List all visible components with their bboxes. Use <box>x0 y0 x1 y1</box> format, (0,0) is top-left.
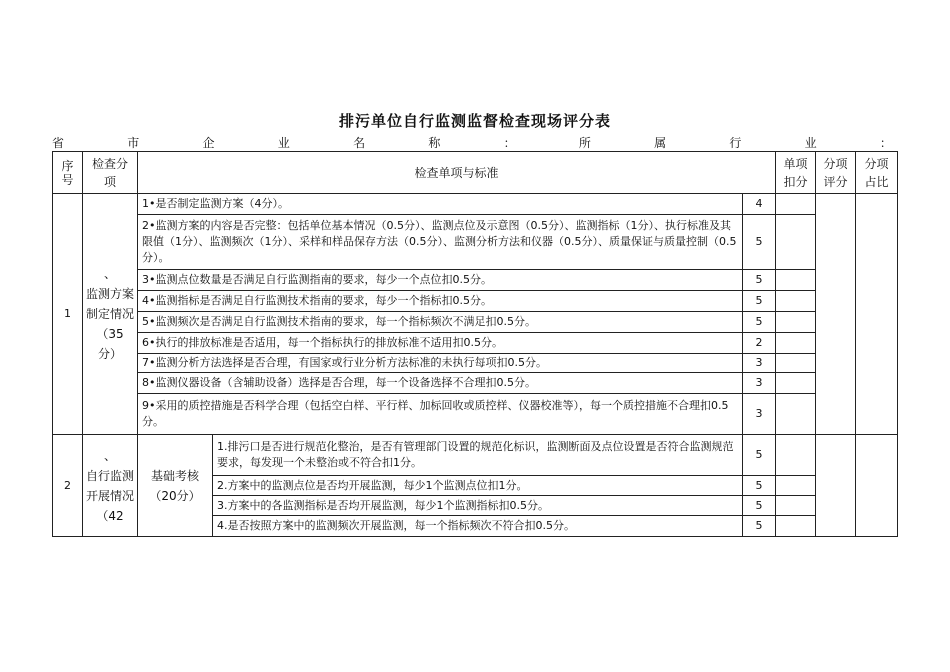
table-row <box>53 435 898 476</box>
item-deduction-cell[interactable] <box>776 373 816 394</box>
section2-sub-ratio-cell[interactable] <box>856 435 898 537</box>
info-char: 省 <box>52 136 65 150</box>
section2-item-score: 5 <box>743 476 776 496</box>
section1-item-score: 4 <box>743 194 776 215</box>
table-row <box>53 394 898 435</box>
info-char: 市 <box>127 136 140 150</box>
info-char: 业 <box>277 136 290 150</box>
item-deduction-cell[interactable] <box>776 496 816 516</box>
info-char: 名 <box>353 136 366 150</box>
section2-subcategory <box>138 435 213 537</box>
section2-item: 1.排污口是否进行规范化整治，是否有管理部门设置的规范化标识，监测断面及点位设置是否符合监测规范要求，每发现一个未整治或不符合扣1分。 <box>213 435 743 476</box>
section2-category-text: 、 自行监测开展情况 （42 <box>85 448 134 523</box>
item-deduction-cell[interactable] <box>776 516 816 537</box>
section1-item: 3•监测点位数量是否满足自行监测指南的要求，每少一个点位扣0.5分。 <box>138 270 743 291</box>
info-line <box>52 134 892 152</box>
item-deduction-cell[interactable] <box>776 333 816 354</box>
section1-item: 6•执行的排放标准是否适用，每一个指标执行的排放标准不适用扣0.5分。 <box>138 333 743 354</box>
section1-item-score: 5 <box>743 291 776 312</box>
item-deduction-cell[interactable] <box>776 291 816 312</box>
header-category: 检查分项 <box>83 152 138 194</box>
info-char: 行 <box>729 136 742 150</box>
info-char: ： <box>879 136 892 150</box>
section1-item: 9•采用的质控措施是否科学合理（包括空白样、平行样、加标回收或质控样、仪器校准等），每一个质控措施不合理扣0.5分。 <box>138 394 743 435</box>
header-items: 检查单项与标准 <box>138 152 776 194</box>
section1-item: 4•监测指标是否满足自行监测技术指南的要求，每少一个指标扣0.5分。 <box>138 291 743 312</box>
section1-sub-ratio-cell[interactable] <box>856 194 898 435</box>
item-deduction-cell[interactable] <box>776 270 816 291</box>
section1-category <box>83 194 138 435</box>
section2-item-score: 5 <box>743 496 776 516</box>
table-row <box>53 215 898 270</box>
table-row <box>53 312 898 333</box>
section1-item: 5•监测频次是否满足自行监测技术指南的要求，每一个指标频次不满足扣0.5分。 <box>138 312 743 333</box>
table-row <box>53 194 898 215</box>
item-deduction-cell[interactable] <box>776 194 816 215</box>
section2-item-score: 5 <box>743 435 776 476</box>
section1-category-text: 、 监测方案制定情况 （35 分） <box>85 267 134 361</box>
table-row <box>53 373 898 394</box>
info-char: 称 <box>428 136 441 150</box>
info-char: 所 <box>578 136 591 150</box>
section1-item-score: 3 <box>743 394 776 435</box>
header-sub-ratio: 分项占比 <box>856 152 898 194</box>
section1-item: 1•是否制定监测方案（4分）。 <box>138 194 743 215</box>
item-deduction-cell[interactable] <box>776 476 816 496</box>
section2-seq: 2 <box>53 435 83 537</box>
info-char: ： <box>503 136 516 150</box>
item-deduction-cell[interactable] <box>776 215 816 270</box>
section1-item-score: 5 <box>743 215 776 270</box>
item-deduction-cell[interactable] <box>776 394 816 435</box>
section1-item-score: 3 <box>743 373 776 394</box>
section2-category <box>83 435 138 537</box>
info-char: 业 <box>804 136 817 150</box>
score-table <box>52 151 898 537</box>
table-row <box>53 333 898 354</box>
table-row <box>53 270 898 291</box>
section1-item-score: 5 <box>743 312 776 333</box>
section2-subcategory-text: 基础考核 （20分） <box>149 468 201 503</box>
section1-seq: 1 <box>53 194 83 435</box>
info-char: 企 <box>202 136 215 150</box>
section1-item: 8•监测仪器设备（含辅助设备）选择是否合理，每一个设备选择不合理扣0.5分。 <box>138 373 743 394</box>
section1-sub-score-cell[interactable] <box>816 194 856 435</box>
section1-item: 2•监测方案的内容是否完整：包括单位基本情况（0.5分）、监测点位及示意图（0.5分）、监测指标（1分）、执行标准及其限值（1分）、监测频次（1分）、采样和样品保存方法（0.5分）、监测分析方法和仪器（0.5分）、质量保证与质量控制（0.5分）。 <box>138 215 743 270</box>
section1-item-score: 5 <box>743 270 776 291</box>
section2-item: 2.方案中的监测点位是否均开展监测，每少1个监测点位扣1分。 <box>213 476 743 496</box>
header-item-score: 单项扣分 <box>776 152 816 194</box>
item-deduction-cell[interactable] <box>776 354 816 373</box>
section2-item-score: 5 <box>743 516 776 537</box>
item-deduction-cell[interactable] <box>776 312 816 333</box>
section2-sub-score-cell[interactable] <box>816 435 856 537</box>
info-char: 属 <box>654 136 667 150</box>
item-deduction-cell[interactable] <box>776 435 816 476</box>
table-row <box>53 354 898 373</box>
section1-item-score: 2 <box>743 333 776 354</box>
section1-item: 7•监测分析方法选择是否合理，有国家或行业分析方法标准的未执行每项扣0.5分。 <box>138 354 743 373</box>
section2-item: 4.是否按照方案中的监测频次开展监测，每一个指标频次不符合扣0.5分。 <box>213 516 743 537</box>
section2-item: 3.方案中的各监测指标是否均开展监测，每少1个监测指标扣0.5分。 <box>213 496 743 516</box>
table-row <box>53 291 898 312</box>
page-title: 排污单位自行监测监督检查现场评分表 <box>338 112 611 130</box>
section1-item-score: 3 <box>743 354 776 373</box>
header-seq: 序号 <box>53 152 83 194</box>
header-sub-score: 分项评分 <box>816 152 856 194</box>
